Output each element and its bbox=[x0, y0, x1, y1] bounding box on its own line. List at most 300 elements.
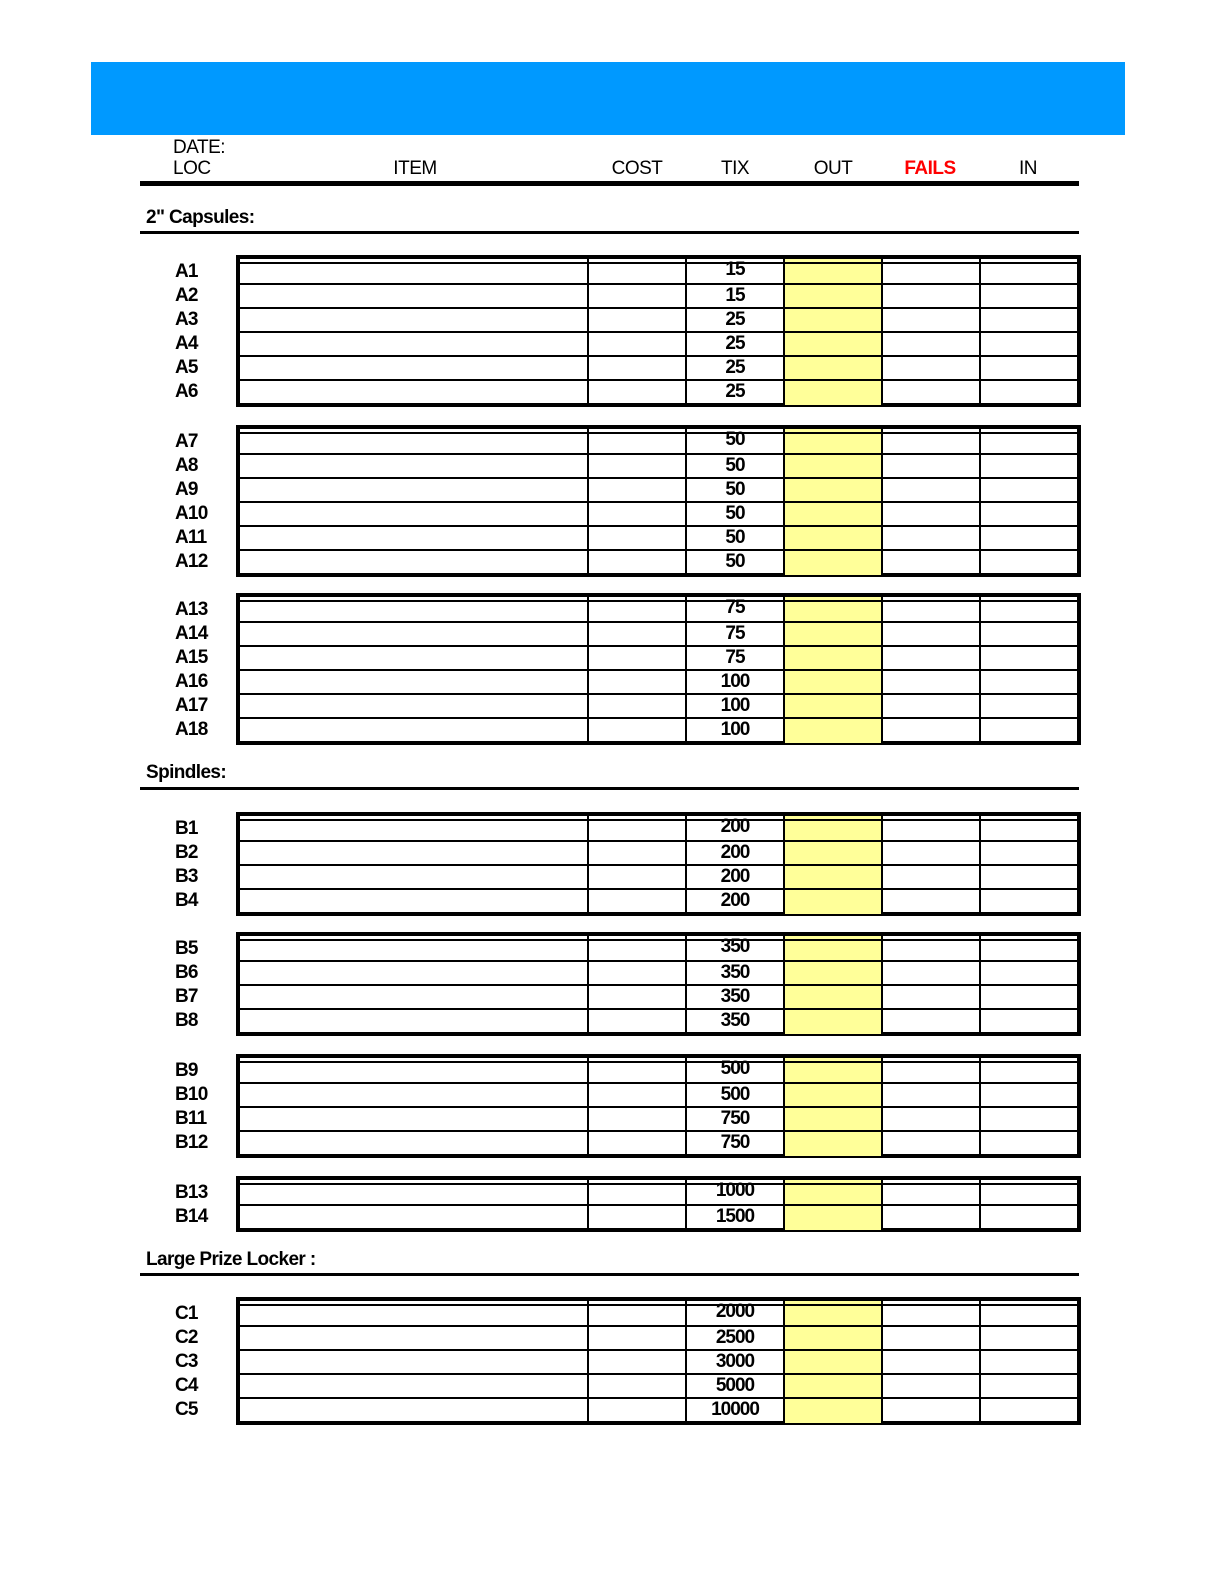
fails-cell[interactable] bbox=[881, 842, 979, 866]
loc-label: A2 bbox=[175, 285, 198, 306]
fails-cell[interactable] bbox=[881, 285, 979, 309]
tix-value: 3000 bbox=[685, 1351, 783, 1375]
cost-cell[interactable] bbox=[587, 986, 685, 1010]
table-row bbox=[240, 549, 1077, 575]
tix-value: 50 bbox=[685, 527, 783, 551]
in-cell[interactable] bbox=[979, 1010, 1077, 1034]
in-cell[interactable] bbox=[979, 1084, 1077, 1108]
cost-cell[interactable] bbox=[587, 936, 685, 960]
table-row bbox=[240, 936, 1077, 960]
in-cell[interactable] bbox=[979, 259, 1077, 283]
item-cell[interactable] bbox=[240, 1327, 587, 1351]
in-cell[interactable] bbox=[979, 1180, 1077, 1204]
fails-cell[interactable] bbox=[881, 1084, 979, 1108]
cost-cell[interactable] bbox=[587, 333, 685, 357]
tix-value: 100 bbox=[685, 695, 783, 719]
out-cell[interactable] bbox=[783, 551, 881, 575]
tix-value: 75 bbox=[685, 623, 783, 647]
in-cell[interactable] bbox=[979, 816, 1077, 840]
item-cell[interactable] bbox=[240, 1375, 587, 1399]
out-cell[interactable] bbox=[783, 986, 881, 1010]
fails-cell[interactable] bbox=[881, 671, 979, 695]
out-cell[interactable] bbox=[783, 1327, 881, 1351]
tix-value: 10000 bbox=[685, 1399, 783, 1423]
in-cell[interactable] bbox=[979, 503, 1077, 527]
tix-value: 500 bbox=[685, 1084, 783, 1108]
tix-value: 100 bbox=[685, 719, 783, 743]
loc-label: C2 bbox=[175, 1327, 198, 1348]
tix-value: 500 bbox=[685, 1058, 783, 1082]
column-header-fails: FAILS bbox=[904, 158, 956, 179]
table-row bbox=[240, 984, 1077, 1010]
out-cell[interactable] bbox=[783, 455, 881, 479]
in-cell[interactable] bbox=[979, 357, 1077, 381]
table-row bbox=[240, 331, 1077, 357]
tix-value: 50 bbox=[685, 551, 783, 575]
in-cell[interactable] bbox=[979, 1108, 1077, 1132]
table-row bbox=[240, 379, 1077, 405]
cost-cell[interactable] bbox=[587, 962, 685, 986]
tix-value: 15 bbox=[685, 259, 783, 283]
table-row bbox=[240, 669, 1077, 695]
item-cell[interactable] bbox=[240, 1108, 587, 1132]
table-row bbox=[240, 840, 1077, 866]
item-cell[interactable] bbox=[240, 866, 587, 890]
item-cell[interactable] bbox=[240, 816, 587, 840]
table-row bbox=[240, 645, 1077, 671]
loc-label: B13 bbox=[175, 1182, 208, 1203]
item-cell[interactable] bbox=[240, 1010, 587, 1034]
out-cell[interactable] bbox=[783, 357, 881, 381]
table-row bbox=[240, 477, 1077, 503]
tix-value: 50 bbox=[685, 455, 783, 479]
table-row bbox=[240, 693, 1077, 719]
cost-cell[interactable] bbox=[587, 719, 685, 743]
fails-cell[interactable] bbox=[881, 719, 979, 743]
row-group bbox=[236, 425, 1081, 577]
fails-cell[interactable] bbox=[881, 936, 979, 960]
item-cell[interactable] bbox=[240, 429, 587, 453]
in-cell[interactable] bbox=[979, 1132, 1077, 1156]
section-rule bbox=[140, 787, 1079, 790]
loc-label: A6 bbox=[175, 381, 198, 402]
tix-value: 75 bbox=[685, 647, 783, 671]
loc-label: A17 bbox=[175, 695, 208, 716]
item-cell[interactable] bbox=[240, 597, 587, 621]
tix-value: 200 bbox=[685, 842, 783, 866]
out-cell[interactable] bbox=[783, 1132, 881, 1156]
fails-cell[interactable] bbox=[881, 1132, 979, 1156]
loc-label: B10 bbox=[175, 1084, 208, 1105]
in-cell[interactable] bbox=[979, 527, 1077, 551]
out-cell[interactable] bbox=[783, 1206, 881, 1230]
tix-value: 350 bbox=[685, 936, 783, 960]
tix-value: 50 bbox=[685, 429, 783, 453]
in-cell[interactable] bbox=[979, 1058, 1077, 1082]
tix-value: 2000 bbox=[685, 1301, 783, 1325]
item-cell[interactable] bbox=[240, 671, 587, 695]
loc-label: B11 bbox=[175, 1108, 207, 1129]
loc-label: B12 bbox=[175, 1132, 208, 1153]
cost-cell[interactable] bbox=[587, 1108, 685, 1132]
out-cell[interactable] bbox=[783, 816, 881, 840]
out-cell[interactable] bbox=[783, 1108, 881, 1132]
out-cell[interactable] bbox=[783, 936, 881, 960]
out-cell[interactable] bbox=[783, 866, 881, 890]
table-row bbox=[240, 717, 1077, 743]
loc-label: A12 bbox=[175, 551, 208, 572]
in-cell[interactable] bbox=[979, 1327, 1077, 1351]
out-cell[interactable] bbox=[783, 1351, 881, 1375]
cost-cell[interactable] bbox=[587, 1301, 685, 1325]
cost-cell[interactable] bbox=[587, 890, 685, 914]
loc-label: A10 bbox=[175, 503, 208, 524]
table-row bbox=[240, 960, 1077, 986]
fails-cell[interactable] bbox=[881, 479, 979, 503]
out-cell[interactable] bbox=[783, 671, 881, 695]
cost-cell[interactable] bbox=[587, 455, 685, 479]
item-cell[interactable] bbox=[240, 1180, 587, 1204]
cost-cell[interactable] bbox=[587, 816, 685, 840]
in-cell[interactable] bbox=[979, 623, 1077, 647]
item-cell[interactable] bbox=[240, 1132, 587, 1156]
in-cell[interactable] bbox=[979, 671, 1077, 695]
cost-cell[interactable] bbox=[587, 1399, 685, 1423]
item-cell[interactable] bbox=[240, 695, 587, 719]
loc-label: B6 bbox=[175, 962, 198, 983]
out-cell[interactable] bbox=[783, 429, 881, 453]
in-cell[interactable] bbox=[979, 479, 1077, 503]
item-cell[interactable] bbox=[240, 503, 587, 527]
cost-cell[interactable] bbox=[587, 259, 685, 283]
table-row bbox=[240, 283, 1077, 309]
loc-label: A14 bbox=[175, 623, 208, 644]
row-group bbox=[236, 1297, 1081, 1425]
item-cell[interactable] bbox=[240, 1084, 587, 1108]
table-row bbox=[240, 1180, 1077, 1204]
out-cell[interactable] bbox=[783, 503, 881, 527]
item-cell[interactable] bbox=[240, 623, 587, 647]
loc-label: A15 bbox=[175, 647, 208, 668]
out-cell[interactable] bbox=[783, 527, 881, 551]
cost-cell[interactable] bbox=[587, 551, 685, 575]
out-cell[interactable] bbox=[783, 1399, 881, 1423]
cost-cell[interactable] bbox=[587, 1084, 685, 1108]
out-cell[interactable] bbox=[783, 1180, 881, 1204]
column-header-in: IN bbox=[1019, 158, 1037, 179]
row-group bbox=[236, 255, 1081, 407]
fails-cell[interactable] bbox=[881, 1399, 979, 1423]
cost-cell[interactable] bbox=[587, 503, 685, 527]
row-group bbox=[236, 593, 1081, 745]
date-label: DATE: bbox=[173, 137, 226, 158]
loc-label: B2 bbox=[175, 842, 198, 863]
in-cell[interactable] bbox=[979, 1375, 1077, 1399]
cost-cell[interactable] bbox=[587, 623, 685, 647]
out-cell[interactable] bbox=[783, 962, 881, 986]
item-cell[interactable] bbox=[240, 1058, 587, 1082]
item-cell[interactable] bbox=[240, 719, 587, 743]
in-cell[interactable] bbox=[979, 962, 1077, 986]
fails-cell[interactable] bbox=[881, 429, 979, 453]
tix-value: 25 bbox=[685, 357, 783, 381]
fails-cell[interactable] bbox=[881, 455, 979, 479]
fails-cell[interactable] bbox=[881, 623, 979, 647]
fails-cell[interactable] bbox=[881, 890, 979, 914]
loc-label: A9 bbox=[175, 479, 198, 500]
out-cell[interactable] bbox=[783, 309, 881, 333]
item-cell[interactable] bbox=[240, 357, 587, 381]
cost-cell[interactable] bbox=[587, 866, 685, 890]
out-cell[interactable] bbox=[783, 285, 881, 309]
column-header-loc: LOC bbox=[173, 158, 211, 179]
column-header-tix: TIX bbox=[720, 158, 750, 179]
loc-label: B9 bbox=[175, 1060, 198, 1081]
table-row bbox=[240, 355, 1077, 381]
fails-cell[interactable] bbox=[881, 309, 979, 333]
fails-cell[interactable] bbox=[881, 551, 979, 575]
column-header-cost: COST bbox=[611, 158, 663, 179]
out-cell[interactable] bbox=[783, 259, 881, 283]
out-cell[interactable] bbox=[783, 381, 881, 405]
column-header-item: ITEM bbox=[393, 158, 437, 179]
item-cell[interactable] bbox=[240, 936, 587, 960]
table-row bbox=[240, 1397, 1077, 1423]
cost-cell[interactable] bbox=[587, 1351, 685, 1375]
fails-cell[interactable] bbox=[881, 1351, 979, 1375]
cost-cell[interactable] bbox=[587, 381, 685, 405]
in-cell[interactable] bbox=[979, 986, 1077, 1010]
table-row bbox=[240, 1008, 1077, 1034]
fails-cell[interactable] bbox=[881, 986, 979, 1010]
fails-cell[interactable] bbox=[881, 381, 979, 405]
loc-label: C1 bbox=[175, 1303, 198, 1324]
cost-cell[interactable] bbox=[587, 285, 685, 309]
table-row bbox=[240, 1373, 1077, 1399]
out-cell[interactable] bbox=[783, 597, 881, 621]
out-cell[interactable] bbox=[783, 890, 881, 914]
out-cell[interactable] bbox=[783, 1301, 881, 1325]
item-cell[interactable] bbox=[240, 1206, 587, 1230]
fails-cell[interactable] bbox=[881, 647, 979, 671]
loc-label: A4 bbox=[175, 333, 198, 354]
cost-cell[interactable] bbox=[587, 429, 685, 453]
in-cell[interactable] bbox=[979, 597, 1077, 621]
fails-cell[interactable] bbox=[881, 527, 979, 551]
item-cell[interactable] bbox=[240, 333, 587, 357]
out-cell[interactable] bbox=[783, 647, 881, 671]
tix-value: 50 bbox=[685, 503, 783, 527]
in-cell[interactable] bbox=[979, 285, 1077, 309]
fails-cell[interactable] bbox=[881, 1206, 979, 1230]
loc-label: B14 bbox=[175, 1206, 208, 1227]
out-cell[interactable] bbox=[783, 719, 881, 743]
in-cell[interactable] bbox=[979, 1206, 1077, 1230]
loc-label: A5 bbox=[175, 357, 198, 378]
fails-cell[interactable] bbox=[881, 1375, 979, 1399]
tix-value: 25 bbox=[685, 309, 783, 333]
in-cell[interactable] bbox=[979, 890, 1077, 914]
table-row bbox=[240, 259, 1077, 283]
section-title: Spindles: bbox=[146, 762, 227, 783]
tix-value: 200 bbox=[685, 866, 783, 890]
loc-label: A7 bbox=[175, 431, 198, 452]
fails-cell[interactable] bbox=[881, 259, 979, 283]
tix-value: 200 bbox=[685, 890, 783, 914]
loc-label: B7 bbox=[175, 986, 198, 1007]
item-cell[interactable] bbox=[240, 455, 587, 479]
out-cell[interactable] bbox=[783, 479, 881, 503]
item-cell[interactable] bbox=[240, 527, 587, 551]
out-cell[interactable] bbox=[783, 695, 881, 719]
tix-value: 100 bbox=[685, 671, 783, 695]
item-cell[interactable] bbox=[240, 1351, 587, 1375]
item-cell[interactable] bbox=[240, 890, 587, 914]
cost-cell[interactable] bbox=[587, 597, 685, 621]
item-cell[interactable] bbox=[240, 309, 587, 333]
table-row bbox=[240, 525, 1077, 551]
fails-cell[interactable] bbox=[881, 962, 979, 986]
fails-cell[interactable] bbox=[881, 1301, 979, 1325]
cost-cell[interactable] bbox=[587, 527, 685, 551]
table-row bbox=[240, 1082, 1077, 1108]
in-cell[interactable] bbox=[979, 455, 1077, 479]
item-cell[interactable] bbox=[240, 1399, 587, 1423]
item-cell[interactable] bbox=[240, 647, 587, 671]
fails-cell[interactable] bbox=[881, 816, 979, 840]
fails-cell[interactable] bbox=[881, 1327, 979, 1351]
tix-value: 15 bbox=[685, 285, 783, 309]
item-cell[interactable] bbox=[240, 479, 587, 503]
out-cell[interactable] bbox=[783, 1010, 881, 1034]
tix-value: 750 bbox=[685, 1132, 783, 1156]
column-header-out: OUT bbox=[813, 158, 853, 179]
tix-value: 5000 bbox=[685, 1375, 783, 1399]
table-row bbox=[240, 597, 1077, 621]
tix-value: 200 bbox=[685, 816, 783, 840]
row-group bbox=[236, 812, 1081, 916]
tix-value: 25 bbox=[685, 381, 783, 405]
in-cell[interactable] bbox=[979, 1399, 1077, 1423]
header-rule bbox=[140, 181, 1079, 186]
row-group bbox=[236, 932, 1081, 1036]
in-cell[interactable] bbox=[979, 647, 1077, 671]
table-row bbox=[240, 816, 1077, 840]
loc-label: A8 bbox=[175, 455, 198, 476]
item-cell[interactable] bbox=[240, 551, 587, 575]
item-cell[interactable] bbox=[240, 285, 587, 309]
fails-cell[interactable] bbox=[881, 1010, 979, 1034]
section-title: Large Prize Locker : bbox=[146, 1249, 316, 1270]
in-cell[interactable] bbox=[979, 381, 1077, 405]
out-cell[interactable] bbox=[783, 333, 881, 357]
table-row bbox=[240, 1301, 1077, 1325]
tix-value: 75 bbox=[685, 597, 783, 621]
fails-cell[interactable] bbox=[881, 866, 979, 890]
table-row bbox=[240, 501, 1077, 527]
in-cell[interactable] bbox=[979, 1301, 1077, 1325]
cost-cell[interactable] bbox=[587, 1180, 685, 1204]
section-rule bbox=[140, 1273, 1079, 1276]
item-cell[interactable] bbox=[240, 259, 587, 283]
cost-cell[interactable] bbox=[587, 1132, 685, 1156]
loc-label: A3 bbox=[175, 309, 198, 330]
fails-cell[interactable] bbox=[881, 695, 979, 719]
out-cell[interactable] bbox=[783, 1375, 881, 1399]
out-cell[interactable] bbox=[783, 1084, 881, 1108]
tix-value: 750 bbox=[685, 1108, 783, 1132]
in-cell[interactable] bbox=[979, 719, 1077, 743]
in-cell[interactable] bbox=[979, 333, 1077, 357]
fails-cell[interactable] bbox=[881, 1058, 979, 1082]
tix-value: 50 bbox=[685, 479, 783, 503]
item-cell[interactable] bbox=[240, 842, 587, 866]
out-cell[interactable] bbox=[783, 623, 881, 647]
fails-cell[interactable] bbox=[881, 1180, 979, 1204]
cost-cell[interactable] bbox=[587, 1058, 685, 1082]
item-cell[interactable] bbox=[240, 381, 587, 405]
fails-cell[interactable] bbox=[881, 597, 979, 621]
tix-value: 350 bbox=[685, 1010, 783, 1034]
table-row bbox=[240, 1058, 1077, 1082]
cost-cell[interactable] bbox=[587, 671, 685, 695]
item-cell[interactable] bbox=[240, 986, 587, 1010]
fails-cell[interactable] bbox=[881, 503, 979, 527]
item-cell[interactable] bbox=[240, 1301, 587, 1325]
loc-label: C5 bbox=[175, 1399, 198, 1420]
cost-cell[interactable] bbox=[587, 1327, 685, 1351]
loc-label: C3 bbox=[175, 1351, 198, 1372]
out-cell[interactable] bbox=[783, 842, 881, 866]
tix-value: 1500 bbox=[685, 1206, 783, 1230]
in-cell[interactable] bbox=[979, 551, 1077, 575]
cost-cell[interactable] bbox=[587, 695, 685, 719]
table-row bbox=[240, 453, 1077, 479]
in-cell[interactable] bbox=[979, 1351, 1077, 1375]
in-cell[interactable] bbox=[979, 936, 1077, 960]
fails-cell[interactable] bbox=[881, 333, 979, 357]
cost-cell[interactable] bbox=[587, 1010, 685, 1034]
cost-cell[interactable] bbox=[587, 357, 685, 381]
cost-cell[interactable] bbox=[587, 1206, 685, 1230]
loc-label: A13 bbox=[175, 599, 208, 620]
fails-cell[interactable] bbox=[881, 1108, 979, 1132]
in-cell[interactable] bbox=[979, 866, 1077, 890]
in-cell[interactable] bbox=[979, 309, 1077, 333]
table-row bbox=[240, 888, 1077, 914]
cost-cell[interactable] bbox=[587, 647, 685, 671]
loc-label: A18 bbox=[175, 719, 208, 740]
item-cell[interactable] bbox=[240, 962, 587, 986]
table-row bbox=[240, 864, 1077, 890]
cost-cell[interactable] bbox=[587, 309, 685, 333]
out-cell[interactable] bbox=[783, 1058, 881, 1082]
table-row bbox=[240, 1325, 1077, 1351]
in-cell[interactable] bbox=[979, 842, 1077, 866]
section-title: 2" Capsules: bbox=[146, 207, 255, 228]
table-row bbox=[240, 621, 1077, 647]
in-cell[interactable] bbox=[979, 429, 1077, 453]
fails-cell[interactable] bbox=[881, 357, 979, 381]
cost-cell[interactable] bbox=[587, 479, 685, 503]
loc-label: A1 bbox=[175, 261, 198, 282]
loc-label: A16 bbox=[175, 671, 208, 692]
in-cell[interactable] bbox=[979, 695, 1077, 719]
cost-cell[interactable] bbox=[587, 842, 685, 866]
table-row bbox=[240, 1349, 1077, 1375]
cost-cell[interactable] bbox=[587, 1375, 685, 1399]
header-banner bbox=[91, 62, 1125, 135]
